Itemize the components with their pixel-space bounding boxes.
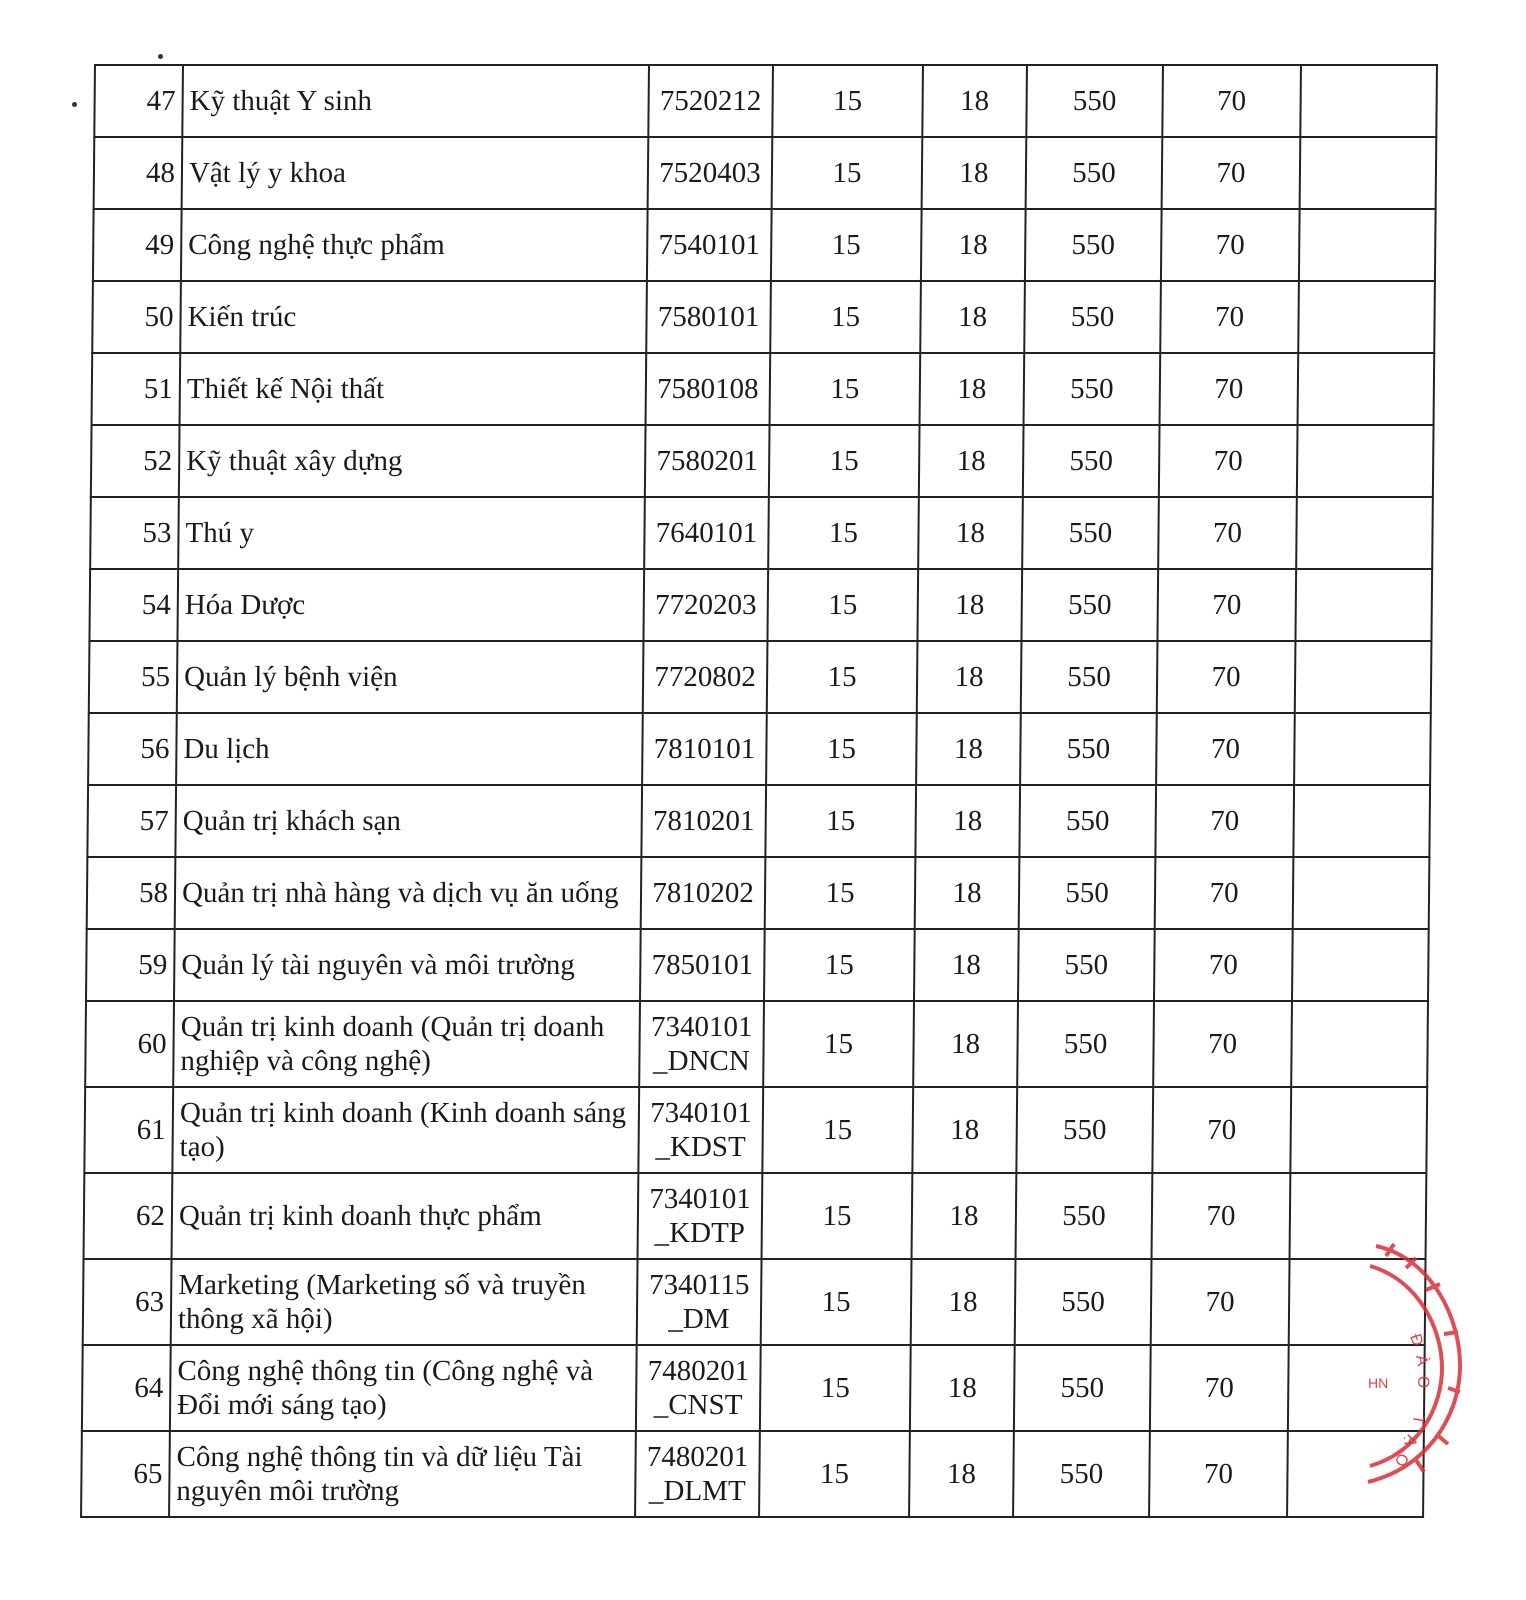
program-name: Công nghệ thông tin và dữ liệu Tài nguyên môi trường <box>169 1431 636 1517</box>
table-row <box>93 209 1436 281</box>
program-name: Quản trị nhà hàng và dịch vụ ăn uống <box>175 857 642 929</box>
admissions-table <box>80 64 1438 1518</box>
value-col-5: 550 <box>1015 1259 1152 1345</box>
program-code: 7340101 _KDTP <box>638 1173 763 1259</box>
table-row <box>91 425 1434 497</box>
value-col-6: 70 <box>1157 569 1296 641</box>
table-row <box>94 137 1437 209</box>
value-col-3: 15 <box>770 353 921 425</box>
value-col-5: 550 <box>1013 1431 1150 1517</box>
value-col-4: 18 <box>912 1087 1017 1173</box>
table-row <box>92 353 1435 425</box>
value-col-3: 15 <box>765 785 916 857</box>
value-col-7 <box>1290 1173 1427 1259</box>
program-code: 7580201 <box>645 425 770 497</box>
value-col-4: 18 <box>922 65 1027 137</box>
value-col-7 <box>1297 425 1434 497</box>
value-col-3: 15 <box>772 65 923 137</box>
value-col-6: 70 <box>1161 209 1300 281</box>
program-name: Du lịch <box>176 713 643 785</box>
value-col-5: 550 <box>1021 569 1158 641</box>
value-col-7 <box>1287 1431 1424 1517</box>
row-number: 48 <box>94 137 183 209</box>
value-col-3: 15 <box>763 1001 914 1087</box>
row-number: 62 <box>84 1173 173 1259</box>
value-col-4: 18 <box>909 1431 1014 1517</box>
value-col-5: 550 <box>1017 1001 1154 1087</box>
value-col-5: 550 <box>1026 137 1163 209</box>
value-col-5: 550 <box>1016 1087 1153 1173</box>
value-col-4: 18 <box>922 137 1027 209</box>
value-col-6: 70 <box>1150 1345 1289 1431</box>
value-col-7 <box>1298 281 1435 353</box>
value-col-4: 18 <box>913 1001 1018 1087</box>
value-col-4: 18 <box>915 785 1020 857</box>
value-col-7 <box>1291 1001 1428 1087</box>
row-number: 55 <box>89 641 178 713</box>
program-code: 7580101 <box>646 281 771 353</box>
value-col-6: 70 <box>1159 425 1298 497</box>
value-col-3: 15 <box>762 1087 913 1173</box>
value-col-4: 18 <box>920 353 1025 425</box>
table-row <box>86 929 1429 1001</box>
value-col-7 <box>1299 209 1436 281</box>
value-col-5: 550 <box>1026 65 1163 137</box>
value-col-5: 550 <box>1024 281 1161 353</box>
row-number: 52 <box>91 425 180 497</box>
value-col-6: 70 <box>1162 137 1301 209</box>
value-col-3: 15 <box>765 857 916 929</box>
program-code: 7480201 _CNST <box>636 1345 761 1431</box>
table-row <box>82 1345 1425 1431</box>
table-row <box>84 1173 1427 1259</box>
value-col-5: 550 <box>1022 497 1159 569</box>
value-col-3: 15 <box>761 1259 912 1345</box>
value-col-4: 18 <box>917 641 1022 713</box>
value-col-6: 70 <box>1152 1173 1291 1259</box>
value-col-5: 550 <box>1025 209 1162 281</box>
value-col-3: 15 <box>770 281 921 353</box>
row-number: 63 <box>83 1259 172 1345</box>
table-row <box>83 1259 1426 1345</box>
row-number: 53 <box>90 497 179 569</box>
value-col-5: 550 <box>1023 425 1160 497</box>
value-col-7 <box>1300 137 1437 209</box>
value-col-7 <box>1294 713 1431 785</box>
table-row <box>94 65 1437 137</box>
value-col-3: 15 <box>772 137 923 209</box>
program-name: Kiến trúc <box>180 281 647 353</box>
value-col-4: 18 <box>911 1259 1016 1345</box>
row-number: 51 <box>92 353 181 425</box>
value-col-3: 15 <box>762 1173 913 1259</box>
value-col-5: 550 <box>1024 353 1161 425</box>
svg-text:O: O <box>1414 1375 1432 1389</box>
value-col-6: 70 <box>1156 713 1295 785</box>
program-name: Quản trị kinh doanh (Kinh doanh sáng tạo) <box>172 1087 639 1173</box>
value-col-6: 70 <box>1162 65 1301 137</box>
program-name: Công nghệ thông tin (Công nghệ và Đổi mới sáng tạo) <box>170 1345 637 1431</box>
row-number: 56 <box>88 713 177 785</box>
value-col-7 <box>1290 1087 1427 1173</box>
value-col-6: 70 <box>1154 929 1293 1001</box>
value-col-4: 18 <box>910 1345 1015 1431</box>
program-name: Quản lý tài nguyên và môi trường <box>174 929 641 1001</box>
program-code: 7810201 <box>641 785 766 857</box>
value-col-3: 15 <box>771 209 922 281</box>
table-row <box>85 1001 1428 1087</box>
value-col-3: 15 <box>768 497 919 569</box>
table-row <box>87 785 1430 857</box>
value-col-7 <box>1300 65 1437 137</box>
scan-speck <box>72 102 77 107</box>
program-name: Marketing (Marketing số và truyền thông xã hội) <box>171 1259 638 1345</box>
table-body <box>81 65 1437 1517</box>
value-col-4: 18 <box>917 569 1022 641</box>
row-number: 57 <box>87 785 176 857</box>
value-col-6: 70 <box>1151 1259 1290 1345</box>
program-code: 7480201 _DLMT <box>635 1431 760 1517</box>
program-code: 7720203 <box>643 569 768 641</box>
table-row <box>89 641 1432 713</box>
program-code: 7520212 <box>648 65 773 137</box>
value-col-5: 550 <box>1016 1173 1153 1259</box>
value-col-6: 70 <box>1153 1001 1292 1087</box>
scan-speck <box>158 54 163 59</box>
row-number: 61 <box>84 1087 173 1173</box>
value-col-3: 15 <box>769 425 920 497</box>
value-col-3: 15 <box>767 569 918 641</box>
value-col-7 <box>1288 1345 1425 1431</box>
value-col-5: 550 <box>1020 713 1157 785</box>
row-number: 60 <box>85 1001 174 1087</box>
value-col-5: 550 <box>1018 929 1155 1001</box>
row-number: 58 <box>87 857 176 929</box>
value-col-7 <box>1298 353 1435 425</box>
row-number: 65 <box>81 1431 170 1517</box>
value-col-5: 550 <box>1019 857 1156 929</box>
program-code: 7340115 _DM <box>637 1259 762 1345</box>
row-number: 59 <box>86 929 175 1001</box>
value-col-4: 18 <box>919 425 1024 497</box>
svg-text:Đ: Đ <box>1406 1331 1426 1349</box>
svg-text:À: À <box>1412 1353 1431 1368</box>
value-col-7 <box>1292 929 1429 1001</box>
table-row <box>84 1087 1427 1173</box>
value-col-3: 15 <box>766 713 917 785</box>
table-row <box>89 569 1432 641</box>
program-code: 7340101 _KDST <box>638 1087 763 1173</box>
program-name: Quản trị khách sạn <box>175 785 642 857</box>
program-code: 7580108 <box>646 353 771 425</box>
value-col-6: 70 <box>1158 497 1297 569</box>
value-col-7 <box>1293 785 1430 857</box>
row-number: 64 <box>82 1345 171 1431</box>
program-name: Quản trị kinh doanh (Quản trị doanh nghiệp và công nghệ) <box>173 1001 640 1087</box>
value-col-4: 18 <box>921 209 1026 281</box>
program-name: Quản lý bệnh viện <box>177 641 644 713</box>
value-col-6: 70 <box>1160 353 1299 425</box>
table-row <box>88 713 1431 785</box>
value-col-6: 70 <box>1157 641 1296 713</box>
value-col-3: 15 <box>759 1431 910 1517</box>
program-code: 7520403 <box>648 137 773 209</box>
program-code: 7810101 <box>642 713 767 785</box>
program-name: Kỹ thuật xây dựng <box>179 425 646 497</box>
row-number: 54 <box>89 569 178 641</box>
program-name: Vật lý y khoa <box>182 137 649 209</box>
value-col-3: 15 <box>760 1345 911 1431</box>
program-code: 7540101 <box>647 209 772 281</box>
value-col-4: 18 <box>915 857 1020 929</box>
program-name: Thú y <box>178 497 645 569</box>
value-col-7 <box>1296 497 1433 569</box>
value-col-4: 18 <box>918 497 1023 569</box>
value-col-5: 550 <box>1021 641 1158 713</box>
svg-text:Ạ: Ạ <box>1400 1432 1421 1449</box>
value-col-4: 18 <box>920 281 1025 353</box>
value-col-7 <box>1295 569 1432 641</box>
value-col-7 <box>1295 641 1432 713</box>
value-col-5: 550 <box>1014 1345 1151 1431</box>
program-name: Hóa Dược <box>177 569 644 641</box>
value-col-4: 18 <box>916 713 1021 785</box>
program-name: Kỹ thuật Y sinh <box>182 65 649 137</box>
table-row <box>92 281 1435 353</box>
value-col-7 <box>1293 857 1430 929</box>
value-col-6: 70 <box>1160 281 1299 353</box>
row-number: 47 <box>94 65 183 137</box>
program-code: 7810202 <box>641 857 766 929</box>
svg-text:O: O <box>1390 1450 1412 1470</box>
value-col-4: 18 <box>914 929 1019 1001</box>
program-name: Công nghệ thực phẩm <box>181 209 648 281</box>
program-code: 7720802 <box>643 641 768 713</box>
value-col-6: 70 <box>1155 857 1294 929</box>
program-code: 7850101 <box>640 929 765 1001</box>
value-col-4: 18 <box>912 1173 1017 1259</box>
program-name: Thiết kế Nội thất <box>180 353 647 425</box>
program-code: 7340101 _DNCN <box>639 1001 764 1087</box>
row-number: 49 <box>93 209 182 281</box>
program-code: 7640101 <box>644 497 769 569</box>
svg-text:HN: HN <box>1368 1375 1389 1391</box>
table-row <box>87 857 1430 929</box>
value-col-6: 70 <box>1155 785 1294 857</box>
table-row <box>81 1431 1424 1517</box>
table-row <box>90 497 1433 569</box>
value-col-3: 15 <box>767 641 918 713</box>
value-col-7 <box>1289 1259 1426 1345</box>
program-name: Quản trị kinh doanh thực phẩm <box>172 1173 639 1259</box>
row-number: 50 <box>92 281 181 353</box>
value-col-5: 550 <box>1019 785 1156 857</box>
value-col-3: 15 <box>764 929 915 1001</box>
value-col-6: 70 <box>1149 1431 1288 1517</box>
value-col-6: 70 <box>1152 1087 1291 1173</box>
svg-text:T: T <box>1408 1413 1427 1426</box>
